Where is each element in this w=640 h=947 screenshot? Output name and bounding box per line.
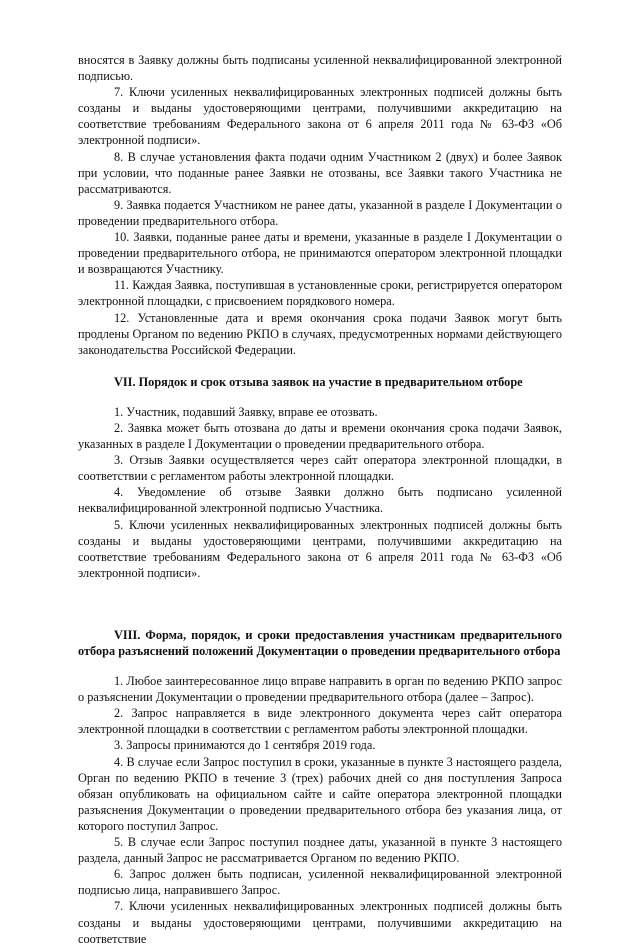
paragraph-7-5: 5. Ключи усиленных неквалифицированных электронных подписей должны быть созданы и выданы удостоверяющими центрами, получившими аккредитацию на соответствие требованиям Федерального закона от 6 апреля 2011 года № 63-ФЗ «Об электронной подписи». [78, 517, 562, 580]
spacer [78, 581, 562, 627]
paragraph-6-7: 7. Ключи усиленных неквалифицированных электронных подписей должны быть созданы и выданы удостоверяющими центрами, получившими аккредитацию на соответствие требованиям Федерального закона от 6 апреля 2011 года № 63-ФЗ «Об электронной подписи». [78, 85, 562, 148]
paragraph-8-2: 2. Запрос направляется в виде электронного документа через сайт оператора электронной площадки в соответствии с регламентом работы электронной площадки. [78, 706, 562, 737]
spacer [78, 659, 562, 673]
paragraph-8-5: 5. В случае если Запрос поступил позднее даты, указанной в пункте 3 настоящего раздела, данный Запрос не рассматривается Органом по ведению РКПО. [78, 835, 562, 866]
paragraph-6-12: 12. Установленные дата и время окончания срока подачи Заявок могут быть продлены Органом по ведению РКПО в случаях, предусмотренных нормами действующего законодательства Российской Федерации. [78, 310, 562, 357]
spacer [78, 358, 562, 374]
paragraph-7-3: 3. Отзыв Заявки осуществляется через сайт оператора электронной площадки, в соответствии с регламентом работы электронной площадки. [78, 453, 562, 484]
paragraph-8-3: 3. Запросы принимаются до 1 сентября 2019 года. [114, 738, 376, 753]
paragraph-continuation: вносятся в Заявку должны быть подписаны усиленной неквалифицированной электронной подписью. [78, 53, 562, 84]
paragraph-6-10: 10. Заявки, поданные ранее даты и времени, указанные в разделе I Документации о проведении предварительного отбора, не принимаются оператором электронной площадки и возвращаются Участнику. [78, 230, 562, 277]
paragraph-6-9: 9. Заявка подается Участником не ранее даты, указанной в разделе I Документации о проведении предварительного отбора. [78, 197, 562, 228]
paragraph-7-1: 1. Участник, подавший Заявку, вправе ее отозвать. [114, 404, 378, 419]
section-7-heading: VII. Порядок и срок отзыва заявок на участие в предварительном отборе [114, 374, 523, 389]
section-8-heading: VIII. Форма, порядок, и сроки предоставления участникам предварительного отбора разъяснений положений Документации о проведении предварительного отбора [78, 627, 562, 658]
page-content [78, 52, 562, 947]
paragraph-8-4: 4. В случае если Запрос поступил в сроки, указанные в пункте 3 настоящего раздела, Орган по ведению РКПО в течение 3 (трех) рабочих дней со дня поступления Запроса обязан опубликовать на официальном сайте и сайте оператора электронной площадки разъяснения Документации о проведении предварительного отбора без указания лица, от которого поступил Запрос. [78, 754, 562, 833]
paragraph-8-1: 1. Любое заинтересованное лицо вправе направить в орган по ведению РКПО запрос о разъяснении Документации о проведении предварительного отбора (далее – Запрос). [78, 674, 562, 705]
spacer [78, 390, 562, 404]
paragraph-8-6: 6. Запрос должен быть подписан, усиленной неквалифицированной электронной подписью лица, направившего Запрос. [78, 867, 562, 898]
paragraph-7-2: 2. Заявка может быть отозвана до даты и времени окончания срока подачи Заявок, указанных в разделе I Документации о проведении предварительного отбора. [78, 420, 562, 452]
paragraph-6-11: 11. Каждая Заявка, поступившая в установленные сроки, регистрируется оператором электронной площадки, с присвоением порядкового номера. [78, 278, 562, 309]
paragraph-6-8: 8. В случае установления факта подачи одним Участником 2 (двух) и более Заявок при условии, что поданные ранее Заявки не отозваны, все Заявки такого Участника не рассматриваются. [78, 149, 562, 196]
paragraph-8-7: 7. Ключи усиленных неквалифицированных электронных подписей должны быть созданы и выданы удостоверяющими центрами, получившими аккредитацию на соответствие [78, 899, 562, 946]
paragraph-7-4: 4. Уведомление об отзыве Заявки должно быть подписано усиленной неквалифицированной электронной подписью Участника. [78, 485, 562, 516]
